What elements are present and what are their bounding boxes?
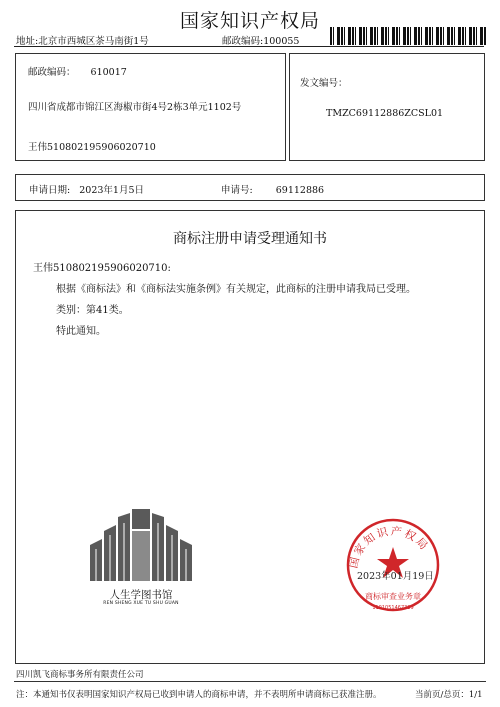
footer-note: 注：本通知书仅表明国家知识产权局已收到申请人的商标申请，并不表明所申请商标已获准注册。 xyxy=(16,690,382,700)
recipient-name-id: 王伟510802195906020710 xyxy=(28,142,156,153)
notice-category: 类别：第41类。 xyxy=(56,305,129,316)
official-seal-icon xyxy=(345,517,441,613)
dispatch-box xyxy=(289,53,485,161)
notice-addressee: 王伟510802195906020710: xyxy=(33,263,171,274)
recipient-box xyxy=(15,53,286,161)
document-title: 国家知识产权局 xyxy=(179,10,320,32)
recipient-postcode: 610017 xyxy=(90,67,127,78)
footer-divider xyxy=(14,681,486,682)
dispatch-label: 发文编号： xyxy=(300,78,348,89)
application-bar xyxy=(15,174,485,201)
application-number-label: 申请号: xyxy=(221,185,253,196)
seal-date: 2023年01月19日 xyxy=(357,571,434,582)
barcode xyxy=(330,27,486,45)
agency-name: 四川凯飞商标事务所有限责任公司 xyxy=(16,670,144,680)
office-address: 地址:北京市西城区茶马南街1号 xyxy=(16,36,149,47)
application-date: 2023年1月5日 xyxy=(79,185,144,196)
application-date-label: 申请日期: xyxy=(29,185,71,196)
notice-paragraph: 根据《商标法》和《商标法实施条例》有关规定，此商标的注册申请我局已受理。 xyxy=(56,284,416,295)
recipient-address: 四川省成都市锦江区海椒市街4号2栋3单元1102号 xyxy=(28,102,242,113)
application-number: 69112886 xyxy=(275,185,325,196)
svg-text:国家知识产权局: 国家知识产权局 xyxy=(346,524,432,570)
office-postcode: 邮政编码:100055 xyxy=(222,36,300,47)
library-logo-icon xyxy=(88,509,194,581)
dispatch-number: TMZC69112886ZCSL01 xyxy=(326,108,444,119)
header-divider xyxy=(14,46,484,47)
notice-closing: 特此通知。 xyxy=(56,326,106,337)
library-name-en: REN SHENG XUE TU SHU GUAN xyxy=(103,601,179,606)
notice-title: 商标注册申请受理通知书 xyxy=(173,231,327,247)
recipient-postcode-label: 邮政编码： xyxy=(28,67,76,78)
library-name-cn: 人生学图书馆 xyxy=(109,589,173,601)
page-indicator: 当前页/总页：1/1 xyxy=(415,690,483,700)
svg-text:商标审查业务章: 商标审查业务章 xyxy=(365,592,421,601)
svg-text:1101051467339: 1101051467339 xyxy=(372,605,414,611)
